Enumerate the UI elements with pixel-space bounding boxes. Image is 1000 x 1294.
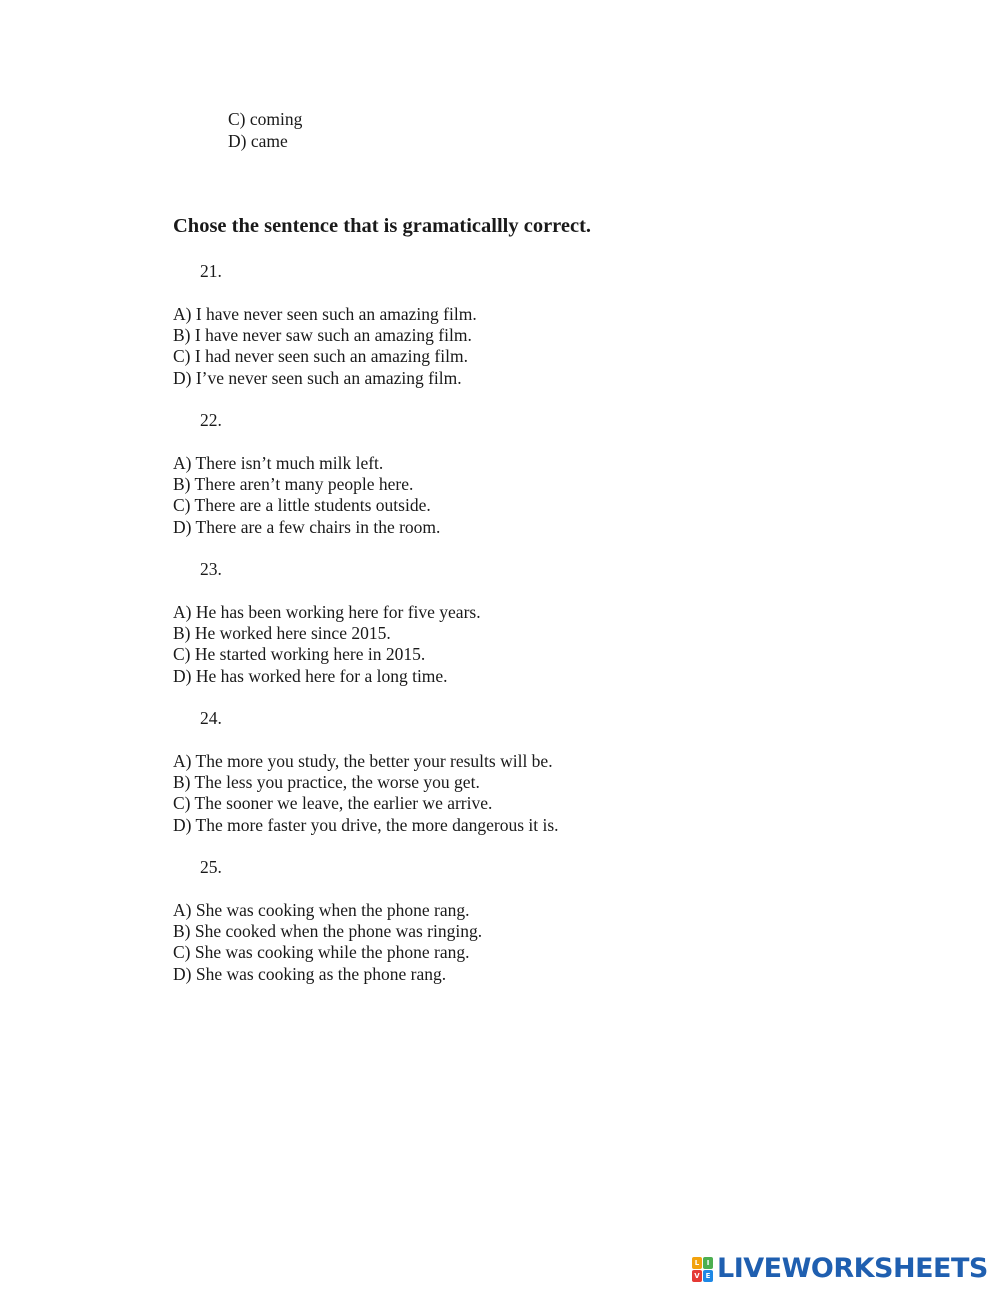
question-number: 25. — [200, 857, 222, 877]
question-21 — [173, 261, 477, 389]
option-b[interactable]: B) He worked here since 2015. — [173, 623, 391, 644]
question-24 — [173, 708, 559, 836]
option-c[interactable]: C) I had never seen such an amazing film. — [173, 346, 468, 367]
option-c[interactable]: C) coming — [228, 109, 303, 129]
option-d[interactable]: D) The more faster you drive, the more dangerous it is. — [173, 814, 559, 835]
question-number: 23. — [200, 559, 222, 579]
question-number: 24. — [200, 708, 222, 728]
option-c[interactable]: C) The sooner we leave, the earlier we arrive. — [173, 793, 493, 814]
option-d[interactable]: D) came — [228, 130, 288, 151]
option-c[interactable]: C) She was cooking while the phone rang. — [173, 942, 470, 963]
question-options — [173, 900, 482, 985]
option-b[interactable]: B) There aren’t many people here. — [173, 474, 414, 495]
option-b[interactable]: B) The less you practice, the worse you get. — [173, 772, 480, 793]
option-c[interactable]: C) There are a little students outside. — [173, 495, 431, 516]
option-b[interactable]: B) She cooked when the phone was ringing. — [173, 921, 483, 942]
option-a[interactable]: A) I have never seen such an amazing film. — [173, 304, 477, 324]
question-options — [173, 453, 440, 538]
logo-tile-e: E — [703, 1270, 713, 1282]
option-a[interactable]: A) There isn’t much milk left. — [173, 453, 384, 473]
option-d[interactable]: D) There are a few chairs in the room. — [173, 516, 441, 537]
question-23 — [173, 559, 481, 687]
option-a[interactable]: A) The more you study, the better your results will be. — [173, 751, 553, 771]
option-b[interactable]: B) I have never saw such an amazing film. — [173, 325, 472, 346]
question-options — [173, 751, 559, 836]
question-22 — [173, 410, 440, 538]
logo-tile-i: I — [703, 1257, 713, 1269]
option-a[interactable]: A) He has been working here for five years. — [173, 602, 481, 622]
brand-name: LIVEWORKSHEETS — [717, 1253, 988, 1284]
question-number: 22. — [200, 410, 222, 430]
question-options — [173, 304, 477, 389]
question-25 — [173, 857, 482, 985]
option-d[interactable]: D) I’ve never seen such an amazing film. — [173, 367, 462, 388]
liveworksheets-logo — [692, 1254, 988, 1284]
option-d[interactable]: D) He has worked here for a long time. — [173, 665, 448, 686]
previous-question-options — [228, 109, 302, 152]
logo-tile-v: V — [692, 1270, 702, 1282]
section-title: Chose the sentence that is gramaticallly correct. — [173, 215, 592, 237]
question-options — [173, 602, 481, 687]
question-number: 21. — [200, 261, 222, 281]
logo-tile-l: L — [692, 1257, 702, 1269]
option-c[interactable]: C) He started working here in 2015. — [173, 644, 426, 665]
option-a[interactable]: A) She was cooking when the phone rang. — [173, 900, 470, 920]
option-d[interactable]: D) She was cooking as the phone rang. — [173, 963, 447, 984]
brand-logo-icon — [692, 1257, 713, 1282]
